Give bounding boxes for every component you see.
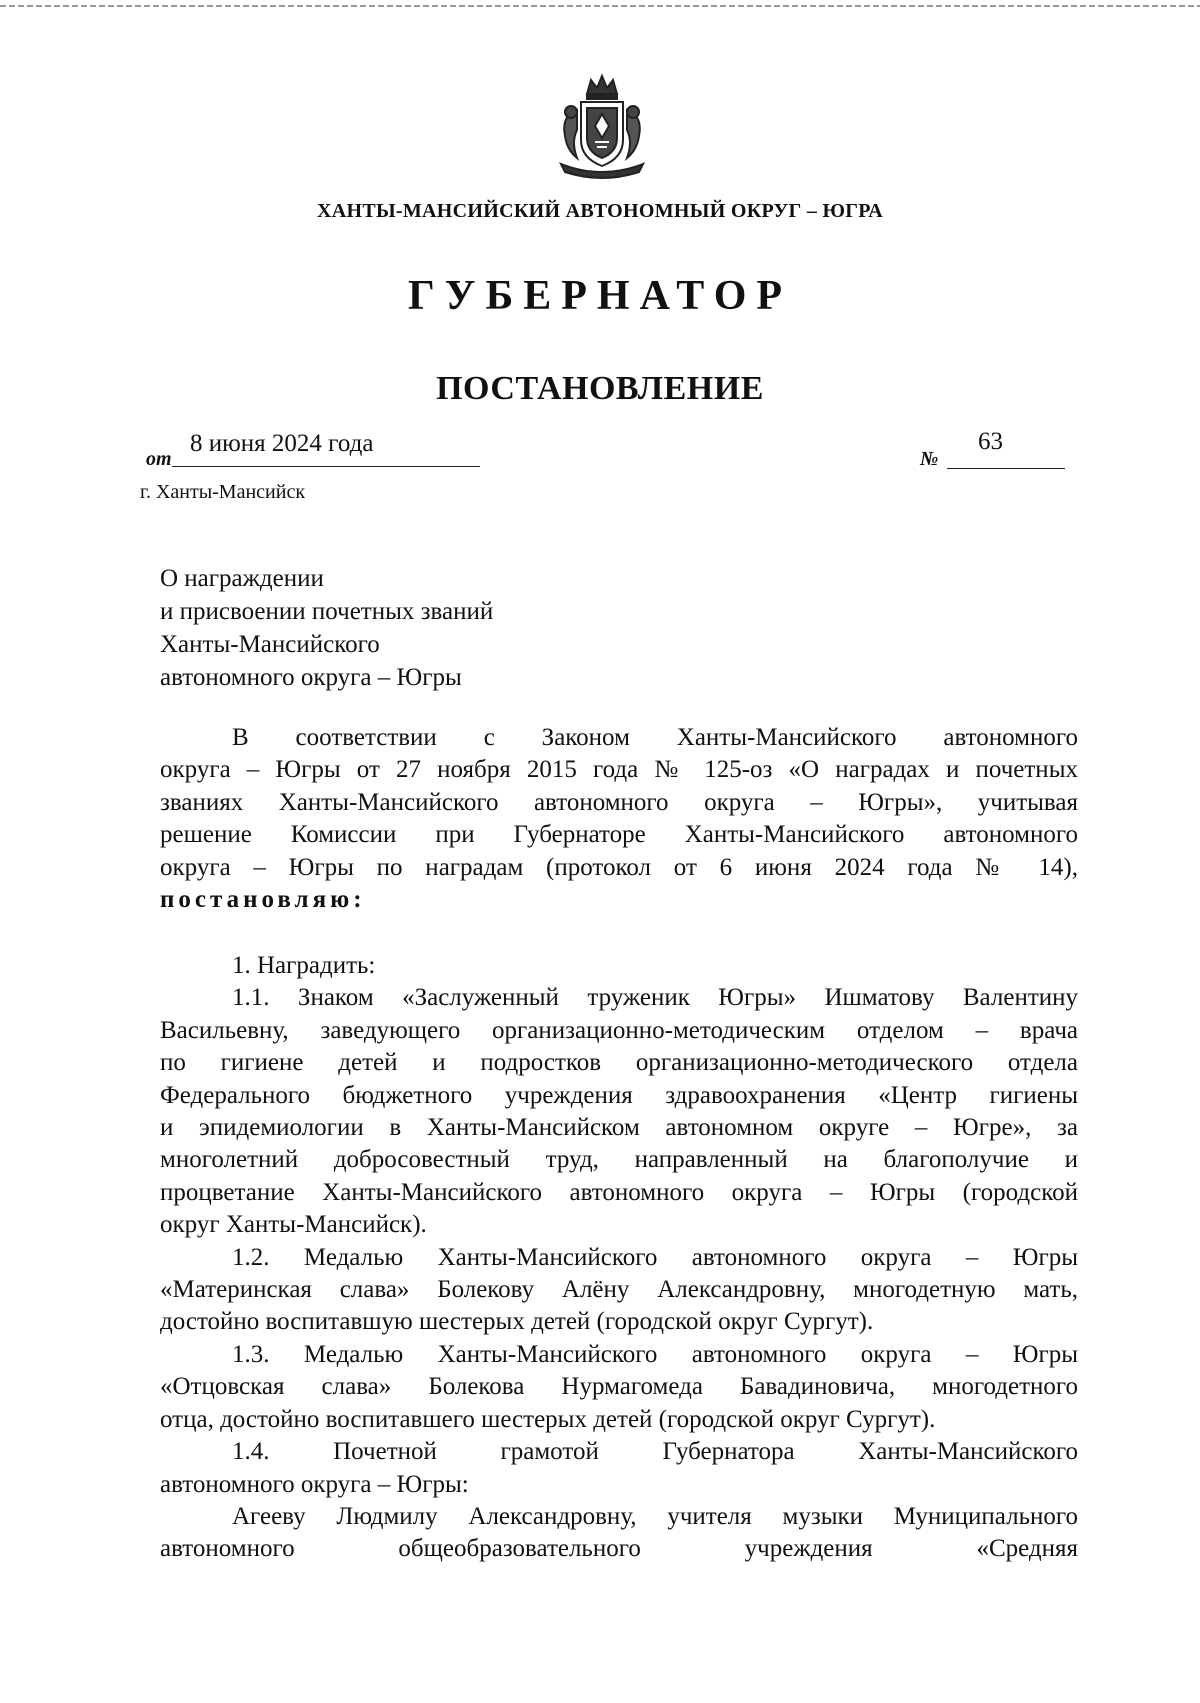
awardee-line: автономного общеобразовательного учреждения «Средняя (160, 1535, 1078, 1563)
number-underline (947, 468, 1065, 469)
subject-line: О награждении (160, 565, 324, 592)
document-number: 63 (978, 428, 1003, 455)
text-line: округа – Югры от 27 ноября 2015 года № 125-оз «О наградах и почетных (160, 756, 1078, 784)
document-date: 8 июня 2024 года (190, 430, 374, 457)
item-1-3-line: отца, достойно воспитавшего шестерых детей (городской округ Сургут). (160, 1405, 936, 1433)
item-1-1-line: и эпидемиологии в Ханты-Мансийском автономном округе – Югре», за (160, 1114, 1078, 1142)
subject-line: Ханты-Мансийского (160, 631, 380, 658)
document-subject (160, 562, 493, 694)
item-1-1-line: процветание Ханты-Мансийского автономного округа – Югры (городской (160, 1178, 1078, 1206)
text-line: решение Комиссии при Губернаторе Ханты-Мансийского автономного (160, 821, 1078, 849)
region-heading: ХАНТЫ-МАНСИЙСКИЙ АВТОНОМНЫЙ ОКРУГ – ЮГРА (317, 200, 883, 222)
item-1-2-line: 1.2. Медалью Ханты-Мансийского автономного округа – Югры (232, 1243, 1078, 1271)
item-1-3-line: «Отцовская слава» Болекова Нурмагомеда Бавадиновича, многодетного (160, 1373, 1078, 1401)
subject-line: и присвоении почетных званий (160, 598, 494, 625)
preamble-paragraph (160, 722, 1078, 916)
text-line: округа – Югры по наградам (протокол от 6 июня 2024 года № 14), (160, 853, 1078, 881)
item-1-4-line: 1.4. Почетной грамотой Губернатора Ханты-Мансийского (232, 1438, 1078, 1466)
item-1-4-line: автономного округа – Югры: (160, 1470, 469, 1498)
text-line: званиях Ханты-Мансийского автономного округа – Югры», учитывая (160, 788, 1078, 816)
item-1-2-line: достойно воспитавшую шестерых детей (городской округ Сургут). (160, 1308, 874, 1336)
city: г. Ханты-Мансийск (140, 481, 306, 503)
item-1-1-line: Васильевну, заведующего организационно-методическим отделом – врача (160, 1016, 1078, 1044)
decree-items (160, 950, 1078, 1566)
coat-of-arms-emblem (547, 72, 657, 180)
date-label: от (146, 448, 172, 470)
item-1-1-line: округ Ханты-Мансийск). (160, 1211, 427, 1239)
resolve-word: постановляю: (160, 886, 366, 914)
item-1-1-line: 1.1. Знаком «Заслуженный труженик Югры» Ишматову Валентину (232, 984, 1078, 1012)
text-line: В соответствии с Законом Ханты-Мансийского автономного (232, 724, 1078, 751)
item-1-1-line: многолетний добросовестный труд, направленный на благополучие и (160, 1146, 1078, 1174)
items-heading: 1. Наградить: (232, 952, 376, 979)
item-1-1-line: Федерального бюджетного учреждения здравоохранения «Центр гигиены (160, 1081, 1078, 1109)
item-1-1-line: по гигиене детей и подростков организационно-методического отдела (160, 1049, 1078, 1077)
governor-title: ГУБЕРНАТОР (407, 273, 793, 319)
item-1-3-line: 1.3. Медалью Ханты-Мансийского автономного округа – Югры (232, 1340, 1078, 1368)
number-label: № (920, 448, 939, 470)
awardee-line: Агееву Людмилу Александровну, учителя музыки Муниципального (232, 1502, 1078, 1530)
date-underline (172, 466, 480, 467)
document-type: ПОСТАНОВЛЕНИЕ (436, 370, 764, 407)
subject-line: автономного округа – Югры (160, 664, 462, 691)
item-1-2-line: «Материнская слава» Болекову Алёну Александровну, многодетную мать, (160, 1276, 1078, 1304)
scan-top-edge (0, 5, 1200, 7)
